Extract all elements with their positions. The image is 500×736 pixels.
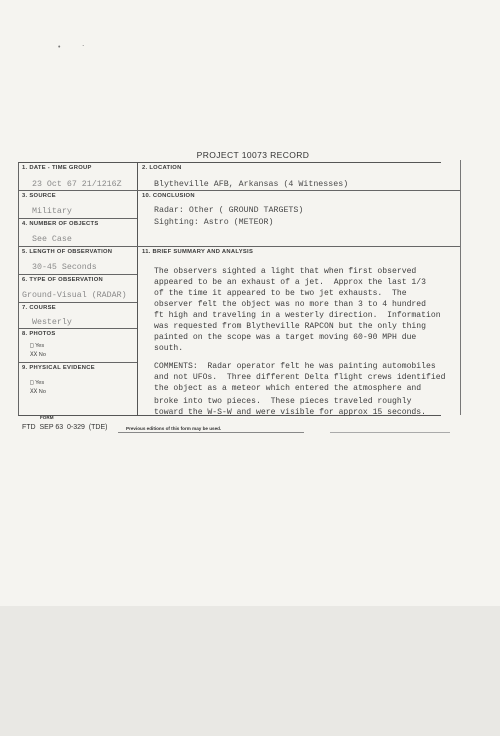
summary-line: painted on the scope was a target moving 60-90 MPH due <box>154 333 417 342</box>
form-right-edge <box>460 160 461 415</box>
row-divider <box>18 190 460 191</box>
row-divider <box>18 218 137 219</box>
form-footer <box>22 415 222 431</box>
course-label: 7. COURSE <box>22 305 56 311</box>
photos-label: 8. PHOTOS <box>22 331 56 337</box>
footer-rule <box>118 432 304 433</box>
footer-rule <box>330 432 450 433</box>
form-label: FORM <box>40 415 54 420</box>
length-observation-label: 5. LENGTH OF OBSERVATION <box>22 249 113 255</box>
form-note: Previous editions of this form may be used. <box>126 426 222 431</box>
conclusion-line-2: Sighting: Astro (METEOR) <box>154 218 274 227</box>
physical-no-option <box>30 388 46 395</box>
row-divider <box>18 328 137 329</box>
num-objects-label: 4. NUMBER OF OBJECTS <box>22 221 99 227</box>
summary-line: observer felt the object was no more than 3 to 4 hundred <box>154 300 426 309</box>
physical-no-checkbox: XX <box>30 388 38 395</box>
physical-evidence-label: 9. PHYSICAL EVIDENCE <box>22 365 95 371</box>
row-divider <box>18 362 137 363</box>
paper-speck: • <box>58 44 61 51</box>
comments-line: the object as a meteor which entered the atmosphere and <box>154 384 422 393</box>
length-observation-value: 30-45 Seconds <box>32 263 97 272</box>
photos-no-label: No <box>38 352 46 358</box>
summary-label: 11. BRIEF SUMMARY AND ANALYSIS <box>142 249 254 255</box>
photos-no-checkbox: XX <box>30 351 38 358</box>
comments-line: COMMENTS: Radar operator felt he was painting automobiles <box>154 362 436 371</box>
conclusion-label: 10. CONCLUSION <box>142 193 195 199</box>
summary-line: south. <box>154 344 184 353</box>
physical-no-label: No <box>38 389 46 395</box>
num-objects-value: See Case <box>32 235 72 244</box>
location-value: Blytheville AFB, Arkansas (4 Witnesses) <box>154 180 349 189</box>
conclusion-line-1: Radar: Other ( GROUND TARGETS) <box>154 206 304 215</box>
physical-yes-option <box>30 379 44 386</box>
row-divider <box>18 274 137 275</box>
summary-line: ft high and traveling in a westerly direction. Information <box>154 311 441 320</box>
row-divider <box>18 302 137 303</box>
summary-line: of the time it appeared to be two jet exhausts. The <box>154 289 407 298</box>
summary-line: was requested from Blytheville RAPCON but the only thing <box>154 322 426 331</box>
physical-yes-label: Yes <box>35 380 45 386</box>
comments-line: broke into two pieces. These pieces traveled roughly <box>154 397 412 406</box>
comments-line: toward the W-S-W and were visible for approx 15 seconds. <box>154 408 426 417</box>
photos-yes-label: Yes <box>35 343 45 349</box>
paper-speck: ․ <box>82 41 85 48</box>
photos-yes-checkbox: □ <box>30 342 34 349</box>
summary-line: appeared to be an exhaust of a jet. Approx the last 1/3 <box>154 278 426 287</box>
photos-yes-option <box>30 342 44 349</box>
source-value: Military <box>32 207 72 216</box>
date-time-label: 1. DATE - TIME GROUP <box>22 165 92 171</box>
course-value: Westerly <box>32 318 72 327</box>
date-time-value: 23 Oct 67 21/1216Z <box>32 180 122 189</box>
photos-no-option <box>30 351 46 358</box>
form-id: FTD SEP 63 0-329 (TDE) <box>22 424 108 431</box>
form-title: PROJECT 10073 RECORD <box>196 150 310 160</box>
row-divider <box>18 246 460 247</box>
comments-line: and not UFOs. Three different Delta flight crews identified <box>154 373 446 382</box>
form-column-divider <box>137 162 138 415</box>
summary-line: The observers sighted a light that when first observed <box>154 267 417 276</box>
project-record-form <box>18 150 488 417</box>
type-observation-label: 6. TYPE OF OBSERVATION <box>22 277 104 283</box>
physical-yes-checkbox: □ <box>30 379 34 386</box>
location-label: 2. LOCATION <box>142 165 182 171</box>
type-observation-value: Ground-Visual (RADAR) <box>22 291 127 300</box>
source-label: 3. SOURCE <box>22 193 56 199</box>
page-shadow <box>0 606 500 736</box>
